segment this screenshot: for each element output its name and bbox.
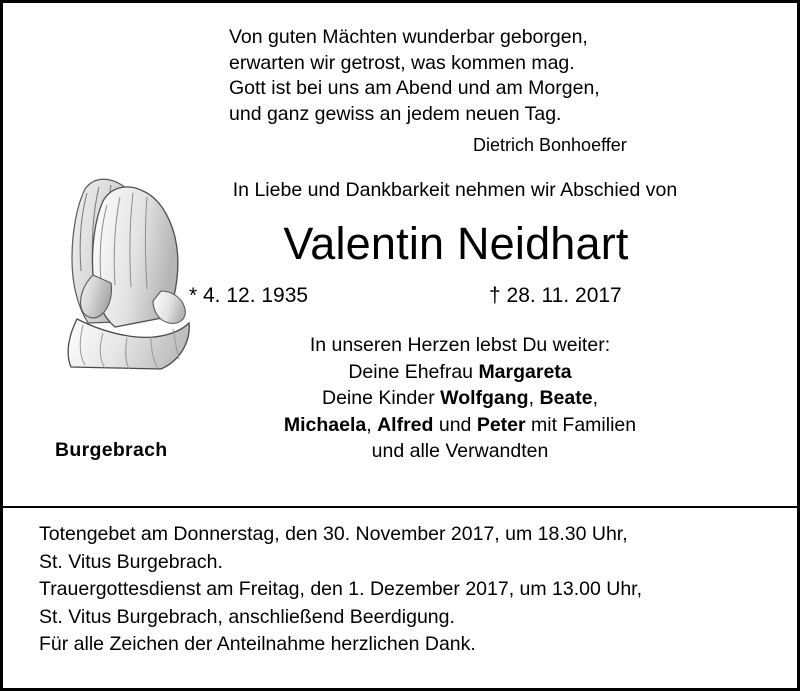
- children-prefix: Deine Kinder: [321, 387, 441, 409]
- family-closing: und alle Verwandten: [371, 440, 549, 462]
- separator: ,: [592, 387, 598, 409]
- child-name: Michaela: [283, 413, 367, 436]
- poem-line: erwarten wir getrost, was kommen mag.: [229, 51, 575, 74]
- divider: [3, 506, 797, 508]
- birth-date: * 4. 12. 1935: [189, 284, 309, 307]
- farewell-intro: In Liebe und Dankbarkeit nehmen wir Abschied von: [232, 179, 678, 201]
- family-children-line-2: [123, 412, 797, 439]
- praying-hands-icon: [41, 171, 211, 381]
- service-line: St. Vitus Burgebrach.: [39, 550, 223, 573]
- wife-name: Margareta: [478, 360, 572, 383]
- separator: und: [433, 413, 477, 436]
- family-suffix: mit Familien: [525, 413, 637, 436]
- wife-prefix: Deine Ehefrau: [348, 360, 479, 383]
- family-heading: In unseren Herzen lebst Du weiter:: [309, 334, 611, 356]
- poem-author: Dietrich Bonhoeffer: [473, 135, 627, 155]
- family-wife-line: [123, 359, 797, 386]
- poem-block: [3, 3, 797, 158]
- child-name: Alfred: [377, 413, 434, 436]
- death-date: † 28. 11. 2017: [489, 284, 622, 307]
- separator: ,: [366, 413, 378, 436]
- service-line: Totengebet am Donnerstag, den 30. November 2017, um 18.30 Uhr,: [39, 523, 628, 545]
- service-line: St. Vitus Burgebrach, anschließend Beerdigung.: [39, 605, 455, 628]
- poem-line: und ganz gewiss an jedem neuen Tag.: [229, 102, 562, 125]
- separator: ,: [528, 387, 540, 409]
- deceased-name: Valentin Neidhart: [283, 218, 629, 269]
- service-line: Trauergottesdienst am Freitag, den 1. Dezember 2017, um 13.00 Uhr,: [39, 578, 643, 600]
- child-name: Wolfgang: [440, 387, 529, 409]
- child-name: Beate: [539, 387, 593, 409]
- family-children-line-1: [123, 385, 797, 412]
- service-line: Für alle Zeichen der Anteilnahme herzlichen Dank.: [39, 633, 476, 655]
- poem-line: Gott ist bei uns am Abend und am Morgen,: [229, 77, 600, 99]
- child-name: Peter: [476, 413, 526, 436]
- service-details: [39, 521, 777, 659]
- place-name: Burgebrach: [55, 439, 168, 461]
- poem-line: Von guten Mächten wunderbar geborgen,: [229, 26, 588, 48]
